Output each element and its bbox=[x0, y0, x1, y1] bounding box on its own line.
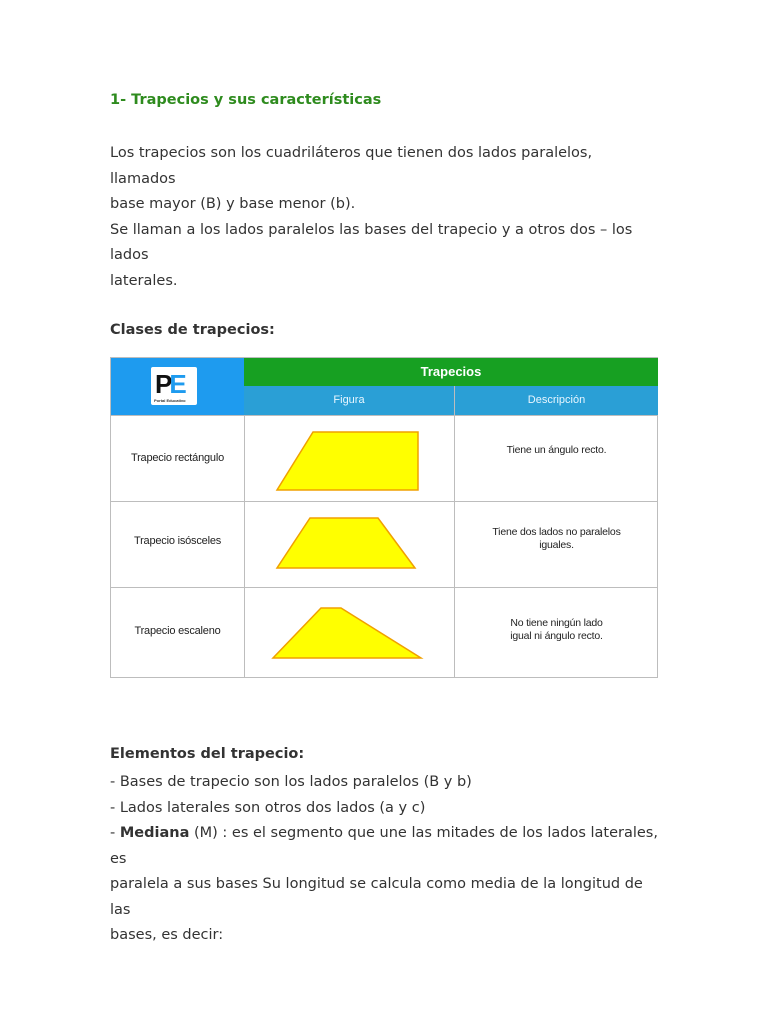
row-desc-rectangulo: Tiene un ángulo recto. bbox=[506, 444, 607, 456]
row-divider bbox=[111, 501, 657, 502]
list-item: - Lados laterales son otros dos lados (a y c) bbox=[110, 799, 426, 816]
column-header-descripcion: Descripción bbox=[455, 386, 658, 415]
isosceles-trapezoid-figure bbox=[271, 514, 421, 574]
logo-letter-e: E bbox=[169, 369, 184, 399]
portal-educativo-logo bbox=[151, 367, 197, 405]
row-label-rectangulo: Trapecio rectángulo bbox=[130, 452, 224, 464]
right-trapezoid-figure bbox=[271, 428, 421, 494]
classes-heading: Clases de trapecios: bbox=[110, 322, 275, 338]
trapezoid-table bbox=[110, 357, 658, 678]
row-desc-escaleno: No tiene ningún lado igual ni ángulo recto. bbox=[510, 617, 603, 642]
section-title: 1- Trapecios y sus características bbox=[110, 92, 382, 108]
column-header-figura: Figura bbox=[244, 386, 455, 415]
logo-letter-p: P bbox=[155, 369, 170, 399]
intro-line-1: Los trapecios son los cuadriláteros que tienen dos lados paralelos, llamados bbox=[110, 145, 593, 187]
intro-paragraph bbox=[110, 141, 660, 294]
scalene-trapezoid-figure bbox=[269, 602, 425, 662]
mediana-term: Mediana bbox=[119, 825, 190, 841]
row-divider bbox=[111, 415, 657, 416]
list-item-continuation: paralela a sus bases Su longitud se calcula como media de la longitud de las bbox=[110, 876, 643, 918]
intro-line-2: base mayor (B) y base menor (b). bbox=[110, 196, 356, 212]
list-item: - Bases de trapecio son los lados paralelos (B y b) bbox=[110, 774, 472, 790]
logo-cell bbox=[111, 358, 245, 415]
list-item: - Mediana (M) : es el segmento que une las mitades de los lados laterales, es bbox=[110, 825, 658, 867]
intro-line-3: Se llaman a los lados paralelos las bases del trapecio y a otros dos – los lados bbox=[110, 221, 633, 263]
row-label-isosceles: Trapecio isósceles bbox=[133, 535, 222, 547]
list-item-continuation: bases, es decir: bbox=[110, 927, 224, 943]
intro-line-4: laterales. bbox=[110, 272, 178, 289]
row-divider bbox=[111, 587, 657, 588]
row-desc-isosceles: Tiene dos lados no paralelos iguales. bbox=[492, 526, 621, 551]
elements-list bbox=[110, 770, 660, 949]
logo-subtitle: Portal Educativo bbox=[154, 398, 186, 403]
column-divider bbox=[244, 415, 245, 678]
table-title: Trapecios bbox=[244, 358, 658, 386]
elements-heading: Elementos del trapecio: bbox=[110, 746, 305, 762]
row-label-escaleno: Trapecio escaleno bbox=[134, 625, 221, 637]
